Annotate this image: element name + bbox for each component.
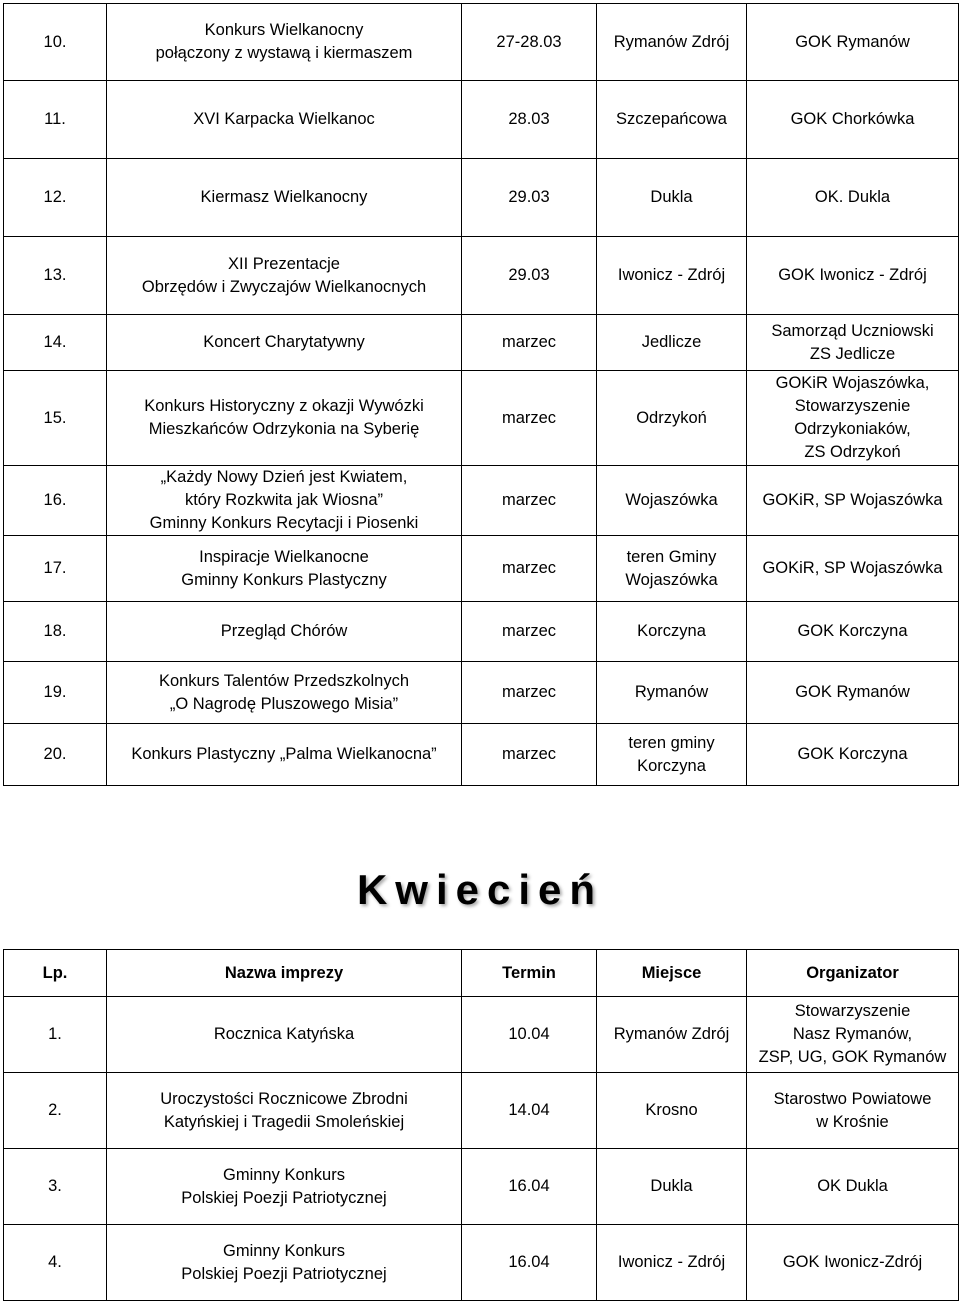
table-row [4, 602, 959, 662]
cell-org: Stowarzyszenie Nasz Rymanów, ZSP, UG, GOK Rymanów [747, 997, 959, 1073]
table-row [4, 81, 959, 159]
cell-place: Iwonicz - Zdrój [597, 1225, 747, 1301]
cell-name: Gminny Konkurs Polskiej Poezji Patriotycznej [107, 1149, 462, 1225]
march-table-body [4, 4, 959, 786]
cell-date: 27-28.03 [462, 4, 597, 81]
cell-place: Korczyna [597, 602, 747, 662]
cell-org: GOK Korczyna [747, 602, 959, 662]
cell-lp: 14. [4, 315, 107, 371]
cell-lp: 2. [4, 1073, 107, 1149]
cell-date: marzec [462, 662, 597, 724]
cell-date: 28.03 [462, 81, 597, 159]
cell-name: Konkurs Historyczny z okazji Wywózki Mieszkańców Odrzykonia na Syberię [107, 371, 462, 466]
cell-date: 16.04 [462, 1225, 597, 1301]
cell-name: Konkurs Plastyczny „Palma Wielkanocna” [107, 724, 462, 786]
header-lp: Lp. [4, 950, 107, 997]
cell-date: marzec [462, 466, 597, 536]
cell-name: Uroczystości Rocznicowe Zbrodni Katyńskiej i Tragedii Smoleńskiej [107, 1073, 462, 1149]
cell-name: Koncert Charytatywny [107, 315, 462, 371]
cell-name: XII Prezentacje Obrzędów i Zwyczajów Wielkanocnych [107, 237, 462, 315]
cell-name: XVI Karpacka Wielkanoc [107, 81, 462, 159]
cell-place: Jedlicze [597, 315, 747, 371]
cell-date: 29.03 [462, 237, 597, 315]
cell-lp: 4. [4, 1225, 107, 1301]
cell-date: marzec [462, 602, 597, 662]
cell-lp: 10. [4, 4, 107, 81]
cell-date: 10.04 [462, 997, 597, 1073]
header-org: Organizator [747, 950, 959, 997]
cell-lp: 16. [4, 466, 107, 536]
cell-place: Odrzykoń [597, 371, 747, 466]
cell-org: OK. Dukla [747, 159, 959, 237]
cell-org: Samorząd Uczniowski ZS Jedlicze [747, 315, 959, 371]
cell-place: Dukla [597, 159, 747, 237]
table-row [4, 997, 959, 1073]
table-row [4, 4, 959, 81]
table-row [4, 466, 959, 536]
cell-date: 29.03 [462, 159, 597, 237]
cell-place: teren Gminy Wojaszówka [597, 536, 747, 602]
header-date: Termin [462, 950, 597, 997]
cell-name: Kiermasz Wielkanocny [107, 159, 462, 237]
march-events-table [3, 3, 959, 786]
cell-org: GOKiR, SP Wojaszówka [747, 466, 959, 536]
cell-date: 16.04 [462, 1149, 597, 1225]
cell-org: OK Dukla [747, 1149, 959, 1225]
table-row [4, 315, 959, 371]
cell-lp: 18. [4, 602, 107, 662]
cell-place: Wojaszówka [597, 466, 747, 536]
cell-lp: 1. [4, 997, 107, 1073]
cell-org: GOK Korczyna [747, 724, 959, 786]
cell-place: Rymanów [597, 662, 747, 724]
cell-org: GOKiR Wojaszówka, Stowarzyszenie Odrzykoniaków, ZS Odrzykoń [747, 371, 959, 466]
cell-lp: 12. [4, 159, 107, 237]
cell-name: Rocznica Katyńska [107, 997, 462, 1073]
cell-lp: 3. [4, 1149, 107, 1225]
cell-name: Konkurs Talentów Przedszkolnych „O Nagrodę Pluszowego Misia” [107, 662, 462, 724]
cell-name: Konkurs Wielkanocny połączony z wystawą i kiermaszem [107, 4, 462, 81]
cell-date: marzec [462, 371, 597, 466]
cell-place: teren gminy Korczyna [597, 724, 747, 786]
april-header-row [4, 950, 959, 997]
cell-name: „Każdy Nowy Dzień jest Kwiatem, który Rozkwita jak Wiosna” Gminny Konkurs Recytacji i Piosenki [107, 466, 462, 536]
cell-lp: 15. [4, 371, 107, 466]
cell-lp: 17. [4, 536, 107, 602]
cell-org: GOK Iwonicz - Zdrój [747, 237, 959, 315]
cell-org: GOK Rymanów [747, 4, 959, 81]
table-row [4, 536, 959, 602]
header-name: Nazwa imprezy [107, 950, 462, 997]
april-events-table [3, 949, 959, 1301]
cell-org: Starostwo Powiatowe w Krośnie [747, 1073, 959, 1149]
cell-name: Przegląd Chórów [107, 602, 462, 662]
cell-date: 14.04 [462, 1073, 597, 1149]
cell-date: marzec [462, 724, 597, 786]
cell-lp: 11. [4, 81, 107, 159]
cell-place: Iwonicz - Zdrój [597, 237, 747, 315]
table-row [4, 1149, 959, 1225]
cell-place: Szczepańcowa [597, 81, 747, 159]
table-row [4, 371, 959, 466]
header-place: Miejsce [597, 950, 747, 997]
cell-org: GOK Rymanów [747, 662, 959, 724]
april-heading: Kwiecień [356, 866, 604, 913]
table-row [4, 237, 959, 315]
cell-date: marzec [462, 315, 597, 371]
april-table-body [4, 950, 959, 1301]
table-row [4, 1073, 959, 1149]
table-row [4, 662, 959, 724]
cell-lp: 20. [4, 724, 107, 786]
table-row [4, 724, 959, 786]
cell-org: GOK Chorkówka [747, 81, 959, 159]
cell-lp: 13. [4, 237, 107, 315]
table-row [4, 159, 959, 237]
cell-place: Rymanów Zdrój [597, 4, 747, 81]
cell-lp: 19. [4, 662, 107, 724]
cell-date: marzec [462, 536, 597, 602]
cell-org: GOKiR, SP Wojaszówka [747, 536, 959, 602]
cell-name: Gminny Konkurs Polskiej Poezji Patriotycznej [107, 1225, 462, 1301]
cell-place: Dukla [597, 1149, 747, 1225]
cell-org: GOK Iwonicz-Zdrój [747, 1225, 959, 1301]
cell-name: Inspiracje Wielkanocne Gminny Konkurs Plastyczny [107, 536, 462, 602]
table-row [4, 1225, 959, 1301]
cell-place: Krosno [597, 1073, 747, 1149]
cell-place: Rymanów Zdrój [597, 997, 747, 1073]
